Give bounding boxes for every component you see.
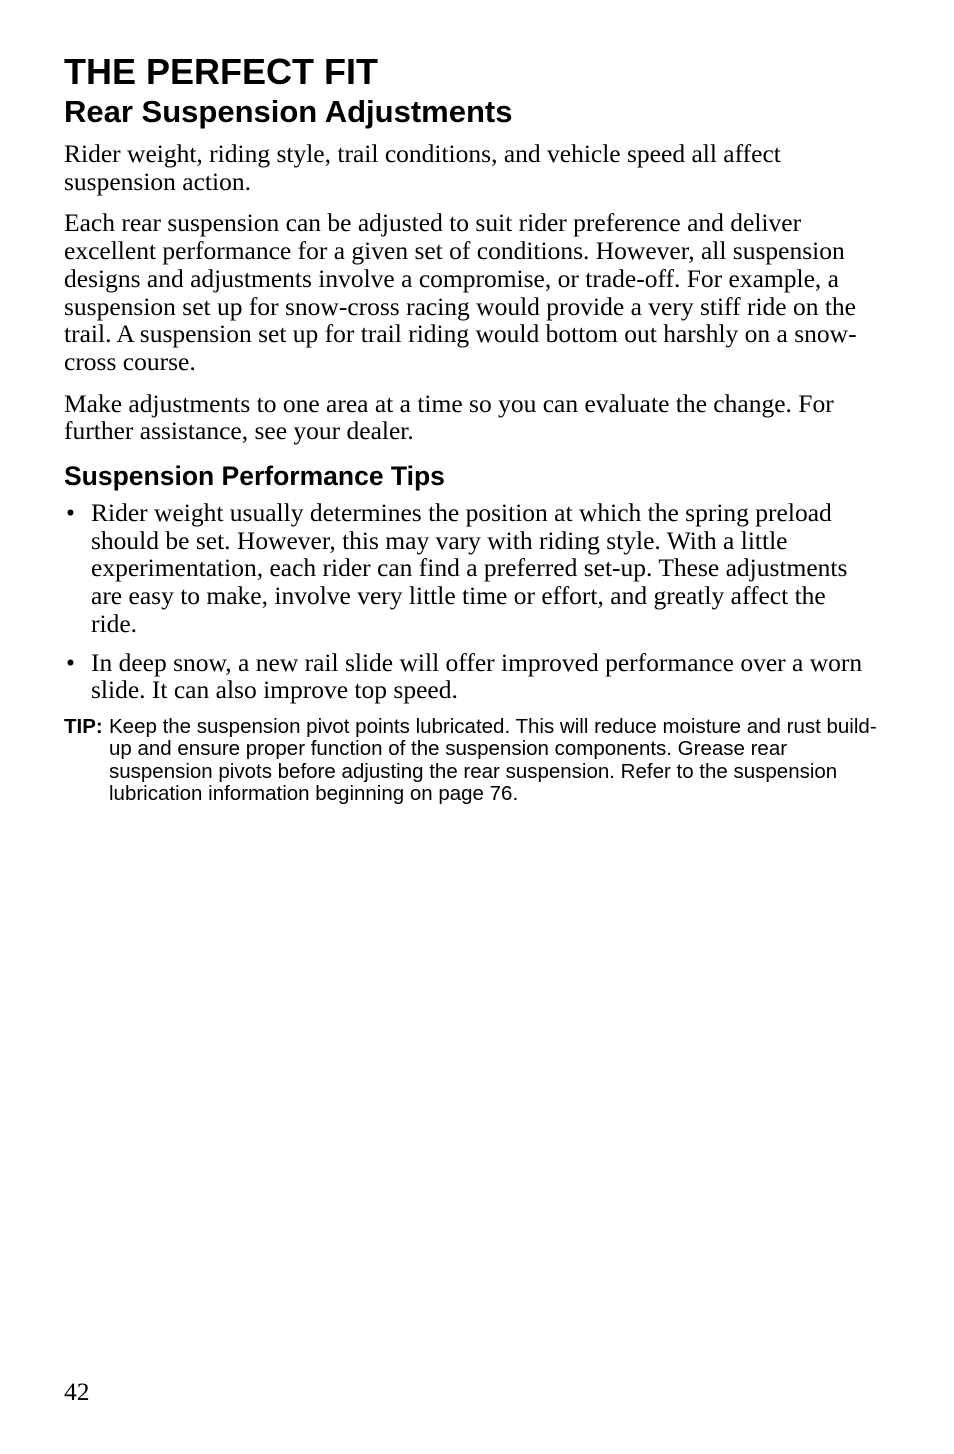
subsection-title: Suspension Performance Tips <box>64 461 445 492</box>
list-item <box>64 499 870 638</box>
page-number: 42 <box>64 1377 90 1406</box>
list-item <box>64 649 870 704</box>
intro-paragraph: Each rear suspension can be adjusted to suit rider preference and deliver excellent performance for a given set of conditions. However, all suspension designs and adjustments involve a compromise, or trade-off. For example, a suspension set up for snow-cross racing would provide a very stiff ride on the trail. A suspension set up for trail riding would bottom out harshly on a snow-cross course. <box>64 208 857 376</box>
tips-list <box>64 499 870 704</box>
tip-note <box>64 716 879 806</box>
bullet-icon: • <box>66 647 75 677</box>
chapter-title: THE PERFECT FIT <box>64 51 378 92</box>
intro-paragraph: Make adjustments to one area at a time so you can evaluate the change. For further assistance, see your dealer. <box>64 388 834 446</box>
list-item-text: In deep snow, a new rail slide will offer improved performance over a worn slide. It can also improve top speed. <box>91 647 863 705</box>
page-content <box>64 51 877 806</box>
bullet-icon: • <box>66 498 75 528</box>
tip-label: TIP: <box>64 714 103 738</box>
tip-text: Keep the suspension pivot points lubricated. This will reduce moisture and rust build-up and ensure proper function of the suspension components. Grease rear suspension pivots before adjusting the rear suspension. Refer to the suspension lubrication information beginning on page 76. <box>109 714 877 806</box>
list-item-text: Rider weight usually determines the position at which the spring preload should be set. However, this may vary with riding style. With a little experimentation, each rider can find a preferred set-up. These adjustments are easy to make, involve very little time or effort, and greatly affect the ride. <box>91 498 848 638</box>
section-title: Rear Suspension Adjustments <box>64 94 513 129</box>
intro-paragraph: Rider weight, riding style, trail conditions, and vehicle speed all affect suspension action. <box>64 139 781 196</box>
